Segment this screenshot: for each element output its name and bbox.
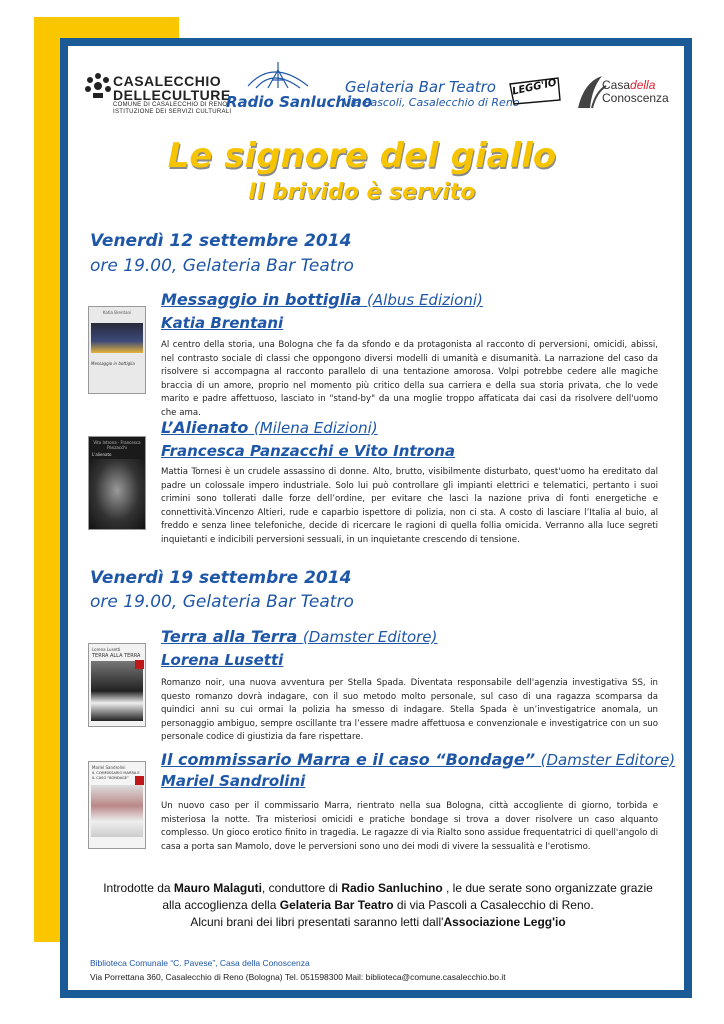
cover-author: Vito Introna · Francesca Panzacchi bbox=[93, 440, 141, 450]
book-publisher: (Damster Editore) bbox=[540, 751, 676, 769]
book-description: Al centro della storia, una Bologna che fa da sfondo e da protagonista al racconto di perversioni, omicidi, abissi, nel contrasto sociale di classi che oppongono diversi modelli di umanità e disumanità. La narrazione del caso da risolvere si accompagna al racconto parallelo di una tentazione amorosa. Volpi potrebbe cedere alle magiche braccia di un amore, proprio nel momento più critico della sua carriera e della sua storia privata, che lo vede marito e padre affettuoso, lasciato in "stand-by" da una moglie troppo affaticata dai casi da risolvere dell'uomo che ama. bbox=[161, 340, 658, 418]
conoscenza-line2: della bbox=[630, 78, 656, 92]
library-name: Biblioteca Comunale “C. Pavese”, Casa della Conoscenza bbox=[90, 958, 310, 968]
book-title bbox=[161, 750, 675, 769]
casa-conoscenza-logo bbox=[602, 79, 669, 105]
casalecchio-logo bbox=[113, 74, 231, 116]
book-cover-messaggio bbox=[88, 306, 146, 394]
cover-author: Lorena Lusetti bbox=[92, 647, 121, 652]
book-description: Mattia Tornesi è un crudele assassino di donne. Alto, brutto, visibilmente disturbato, quest'uomo ha ereditato dal padre un colossale impero industriale. Solo lui può controllare gli impianti elettrici e telematici, pertanto i suoi crimini sono tollerati dalle forze dell’ordine, per evitare che lasci la nazione priva di fonti energetiche e connettività.Vincenzo Altieri, rude e caparbio ispettore di polizia, non ci sta. A costo di lasciare l’Italia al buio, al freddo e senza linee telefoniche, decide di ricercare le ragioni di quella follia omicida. Verranno alla luce segreti inquietanti e indicibili perversioni sessuali, in un inquietante crescendo di tensione. bbox=[161, 467, 658, 545]
radio-sanluchino-logo: Radio Sanluchino bbox=[226, 93, 373, 111]
footer-part6: Alcuni brani dei libri presentati saranno letti dall' bbox=[190, 915, 444, 929]
book-description: Romanzo noir, una nuova avventura per Stella Spada. Diventata responsabile dell'agenzia investigativa SS, in questo romanzo dovrà indagare, con il suo metodo molto personale, sul caso di una ragazza scomparsa da quindici anni su cui ormai la polizia ha smesso di indagare. Stella Spada è un’investigatrice anomala, un personaggio ambiguo, sempre oscillante tra l’essere madre affettuosa e convenzionale e investigatrice con un suo personale codice di giustizia da fare rispettare. bbox=[161, 678, 658, 742]
cover-title: L'alienato bbox=[92, 452, 112, 457]
cover-title: TERRA ALLA TERRA bbox=[92, 653, 141, 659]
book-title-text: L’Alienato bbox=[161, 418, 249, 437]
book-author: Francesca Panzacchi e Vito Introna bbox=[161, 442, 456, 460]
casalecchio-line1: CASALECCHIO bbox=[113, 73, 222, 89]
poster-subtitle: Il brivido è servito bbox=[248, 180, 476, 205]
publisher-mark-icon bbox=[135, 776, 144, 785]
book-title-text: Il commissario Marra e il caso “Bondage” bbox=[161, 750, 536, 769]
conoscenza-line3: Conoscenza bbox=[602, 91, 669, 105]
venue-name: Gelateria Bar Teatro bbox=[345, 78, 496, 96]
book-title bbox=[161, 627, 437, 646]
cover-title: IL COMMISSARIO MARRA E IL CASO "BONDAGE" bbox=[92, 771, 140, 780]
event-1-date: Venerdì 12 settembre 2014 bbox=[90, 231, 352, 251]
book-publisher: (Albus Edizioni) bbox=[367, 291, 483, 309]
footer-part2: , conduttore di bbox=[261, 881, 342, 895]
venue-address: Via Pascoli, Casalecchio di Reno bbox=[343, 96, 520, 109]
poster-title: Le signore del giallo bbox=[167, 136, 557, 176]
cover-author: Mariel Sandrolini bbox=[92, 765, 126, 770]
event-2-time: ore 19.00, Gelateria Bar Teatro bbox=[90, 592, 354, 612]
footer-venue: Gelateria Bar Teatro bbox=[279, 898, 394, 912]
book-publisher: (Damster Editore) bbox=[302, 628, 438, 646]
book-cover-alienato bbox=[88, 436, 146, 530]
book-cover-terra bbox=[88, 643, 146, 727]
footer-association: Associazione Legg'io bbox=[443, 915, 566, 929]
publisher-mark-icon bbox=[135, 660, 144, 669]
conoscenza-line1: Casa bbox=[602, 78, 631, 92]
footer-part4: alla accoglienza della bbox=[162, 898, 280, 912]
library-address: Via Porrettana 360, Casalecchio di Reno (Bologna) Tel. 051598300 Mail: biblioteca@comune.casalecchio.bo.it bbox=[90, 972, 506, 982]
footer-radio: Radio Sanluchino bbox=[341, 881, 443, 895]
footer-presenter: Mauro Malaguti bbox=[173, 881, 262, 895]
casalecchio-logo-icon bbox=[84, 70, 112, 100]
event-2-date: Venerdì 19 settembre 2014 bbox=[90, 568, 352, 588]
book-title-text: Terra alla Terra bbox=[161, 627, 298, 646]
book-author: Mariel Sandrolini bbox=[161, 772, 306, 790]
book-description: Un nuovo caso per il commissario Marra, rientrato nella sua Bologna, città accogliente di giorno, torbida e misteriosa la notte. Tra misteriosi omicidi e pratiche bondage si trova a dover risolvere un caso alquanto complesso. Un gioco erotico finito in tragedia. Le ragazze di via Rialto sono assidue frequentatrici di quell'angolo di casa a porta san Mamolo, dove le perversioni sono uno dei modi di vivere la sessualità e l'erotismo. bbox=[161, 801, 658, 852]
book-title bbox=[161, 290, 483, 309]
book-title-text: Messaggio in bottiglia bbox=[161, 290, 362, 309]
book-publisher: (Milena Edizioni) bbox=[253, 419, 378, 437]
casalecchio-line2: DELLECULTURE bbox=[113, 87, 231, 103]
book-cover-marra bbox=[88, 761, 146, 849]
footer-part1: Introdotte da bbox=[103, 881, 174, 895]
casalecchio-line4: ISTITUZIONE DEI SERVIZI CULTURALI bbox=[113, 109, 232, 115]
cover-title: Messaggio in bottiglia bbox=[91, 361, 135, 366]
leggio-logo: LEGG'IO bbox=[511, 77, 558, 98]
casalecchio-line3: COMUNE DI CASALECCHIO DI RENO bbox=[113, 102, 228, 108]
book-author: Lorena Lusetti bbox=[161, 651, 284, 669]
book-author: Katia Brentani bbox=[161, 314, 284, 332]
event-1-time: ore 19.00, Gelateria Bar Teatro bbox=[90, 256, 354, 276]
book-title bbox=[161, 418, 378, 437]
footer-note bbox=[80, 880, 676, 931]
radio-tower-icon bbox=[228, 58, 318, 98]
footer-part5: di via Pascoli a Casalecchio di Reno. bbox=[393, 898, 594, 912]
cover-author: Katia Brentani bbox=[102, 310, 132, 315]
footer-part3: , le due serate sono organizzate grazie bbox=[442, 881, 653, 895]
